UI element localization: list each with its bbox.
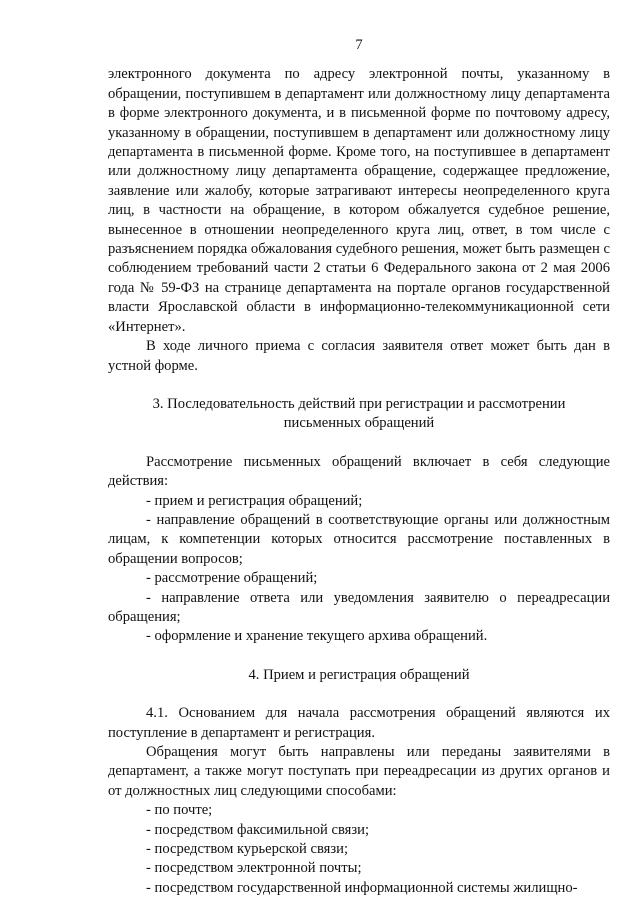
list-item: - рассмотрение обращений; [146,570,318,587]
list-item: - посредством факсимильной связи; [146,821,370,838]
document-page [108,36,610,898]
section-3-intro: Рассмотрение письменных обращений включает в себя следующие действия: [108,453,610,490]
list-item: - оформление и хранение текущего архива обращений. [146,628,488,645]
paragraph-submission-ways: Обращения могут быть направлены или переданы заявителями в департамент, а также могут поступать при переадресации из других органов и от должностных лиц следующими способами: [108,744,610,799]
section-3-heading-line-2: письменных обращений [283,415,435,432]
section-3-heading-line-1: 3. Последовательность действий при регистрации и рассмотрении [152,395,566,412]
list-item: - посредством государственной информационной системы жилищно- [146,879,578,896]
paragraph-oral-response: В ходе личного приема с согласия заявителя ответ может быть дан в устной форме. [108,338,610,374]
paragraph-response-methods: электронного документа по адресу электронной почты, указанному в обращении, поступившем в департамент или должностному лицу департамента в форме электронного документа, и в письменной форме по почтовому адресу, указанному в обращении, поступившем в департамент или должностному лицу департамента в письменной форме. Кроме того, на поступившее в департамент или должностному лицу департамента обращение, содержащее предложение, заявление или жалобу, которые затрагивают интересы неопределенного круга лиц, в частности на обращение, в котором обжалуется судебное решение, вынесенное в отношении неопределенного круга лиц, ответ, в том числе с разъяснением порядка обжалования судебного решения, может быть размещен с соблюдением требований части 2 статьи 6 Федерального закона от 2 мая 2006 года № 59-ФЗ на странице департамента на портале органов государственной власти Ярославской области в информационно-телекоммуникационной сети «Интернет». [108,66,610,335]
section-4-heading: 4. Прием и регистрация обращений [248,666,470,683]
list-item: - направление ответа или уведомления заявителю о переадресации обращения; [108,589,610,625]
list-item: - посредством курьерской связи; [146,841,349,858]
list-item: - направление обращений в соответствующие органы или должностным лицам, к компетенции которых относится рассмотрение поставленных в обращении вопросов; [108,511,610,567]
page-number: 7 [355,37,363,53]
paragraph-4-1: 4.1. Основанием для начала рассмотрения обращений являются их поступление в департамент и регистрация. [108,705,610,741]
list-item: - прием и регистрация обращений; [146,492,363,509]
list-item: - посредством электронной почты; [146,860,362,877]
list-item: - по почте; [146,802,213,819]
